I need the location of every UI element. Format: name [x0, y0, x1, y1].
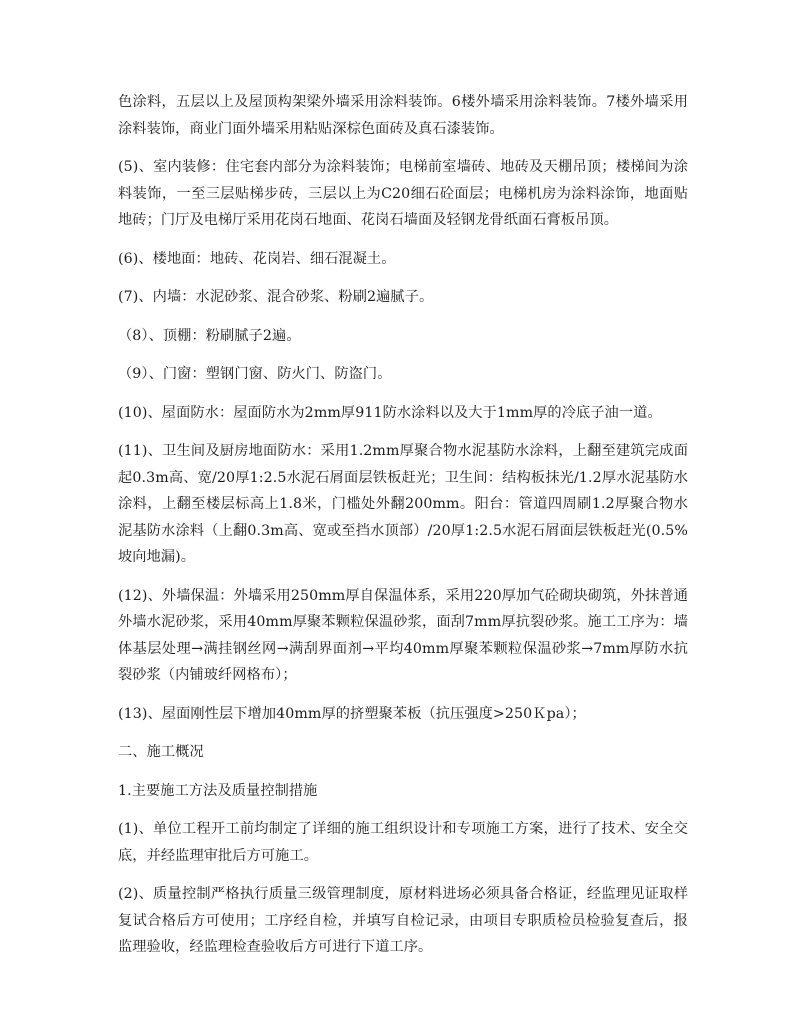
paragraph-floor: (6)、楼地面：地砖、花岗岩、细石混凝土。 — [118, 250, 396, 267]
paragraph-interior-decoration: (5)、室内装修：住宅套内部分为涂料装饰；电梯前室墙砖、地砖及天棚吊顶；楼梯间为涂料装饰，一至三层贴梯步砖，三层以上为C20细石砼面层；电梯机房为涂料涂饰，地面贴地砖；门厅及电梯厅采用花岗石地面、花岗石墙面及轻钢龙骨纸面石膏板吊顶。 — [118, 159, 688, 228]
paragraph-exterior-insulation: (12)、外墙保温：外墙采用250mm厚自保温体系，采用220厚加气砼砌块砌筑，外抹普通外墙水泥砂浆，采用40mm厚聚苯颗粒保温砂浆，面刮7mm厚抗裂砂浆。施工工序为：墙体基层处理→满挂钢丝网→满刮界面剂→平均40mm厚聚苯颗粒保温砂浆→7mm厚防水抗裂砂浆（内铺玻纤网格布）； — [118, 587, 688, 683]
paragraph-construction-plan: (1)、单位工程开工前均制定了详细的施工组织设计和专项施工方案，进行了技术、安全交底，并经监理审批后方可施工。 — [118, 821, 688, 864]
paragraph-quality-control: (2)、质量控制严格执行质量三级管理制度，原材料进场必须具备合格证，经监理见证取样复试合格后方可使用；工序经自检，并填写自检记录，由项目专职质检员检验复查后，报监理验收，经监理检查验收后方可进行下道工序。 — [118, 886, 688, 955]
paragraph-bathroom-waterproofing: (11)、卫生间及厨房地面防水：采用1.2mm厚聚合物水泥基防水涂料，上翻至建筑完成面起0.3m高、宽/20厚1:2.5水泥石屑面层铁板赶光；卫生间：结构板抹光/1.2厚水泥基防水涂料，上翻至楼层标高上1.8米，门槛处外翻200mm。阳台：管道四周刷1.2厚聚合物水泥基防水涂料（上翻0.3m高、宽或至挡水顶部）/20厚1:2.5水泥石屑面层铁板赶光(0.5%坡向地漏)。 — [118, 443, 688, 565]
paragraph-ceiling: （8）、顶棚：粉刷腻子2遍。 — [118, 327, 301, 344]
paragraph-roof-insulation-board: (13)、屋面刚性层下增加40mm厚的挤塑聚苯板（抗压强度>250Ｋpa）； — [118, 705, 586, 722]
paragraph-exterior-wall-finish: 色涂料，五层以上及屋顶构架梁外墙采用涂料装饰。6楼外墙采用涂料装饰。7楼外墙采用涂料装饰，商业门面外墙采用粘贴深棕色面砖及真石漆装饰。 — [118, 94, 688, 137]
subsection-heading-methods: 1.主要施工方法及质量控制措施 — [118, 782, 318, 799]
document-body — [118, 89, 688, 973]
paragraph-doors-windows: （9）、门窗：塑钢门窗、防火门、防盗门。 — [118, 366, 392, 382]
paragraph-roof-waterproofing: (10)、屋面防水：屋面防水为2mm厚911防水涂料以及大于1mm厚的冷底子油一道。 — [118, 404, 662, 421]
paragraph-interior-wall: (7)、内墙：水泥砂浆、混合砂浆、粉刷2遍腻子。 — [118, 289, 434, 305]
section-heading-construction-overview: 二、施工概况 — [118, 744, 204, 760]
